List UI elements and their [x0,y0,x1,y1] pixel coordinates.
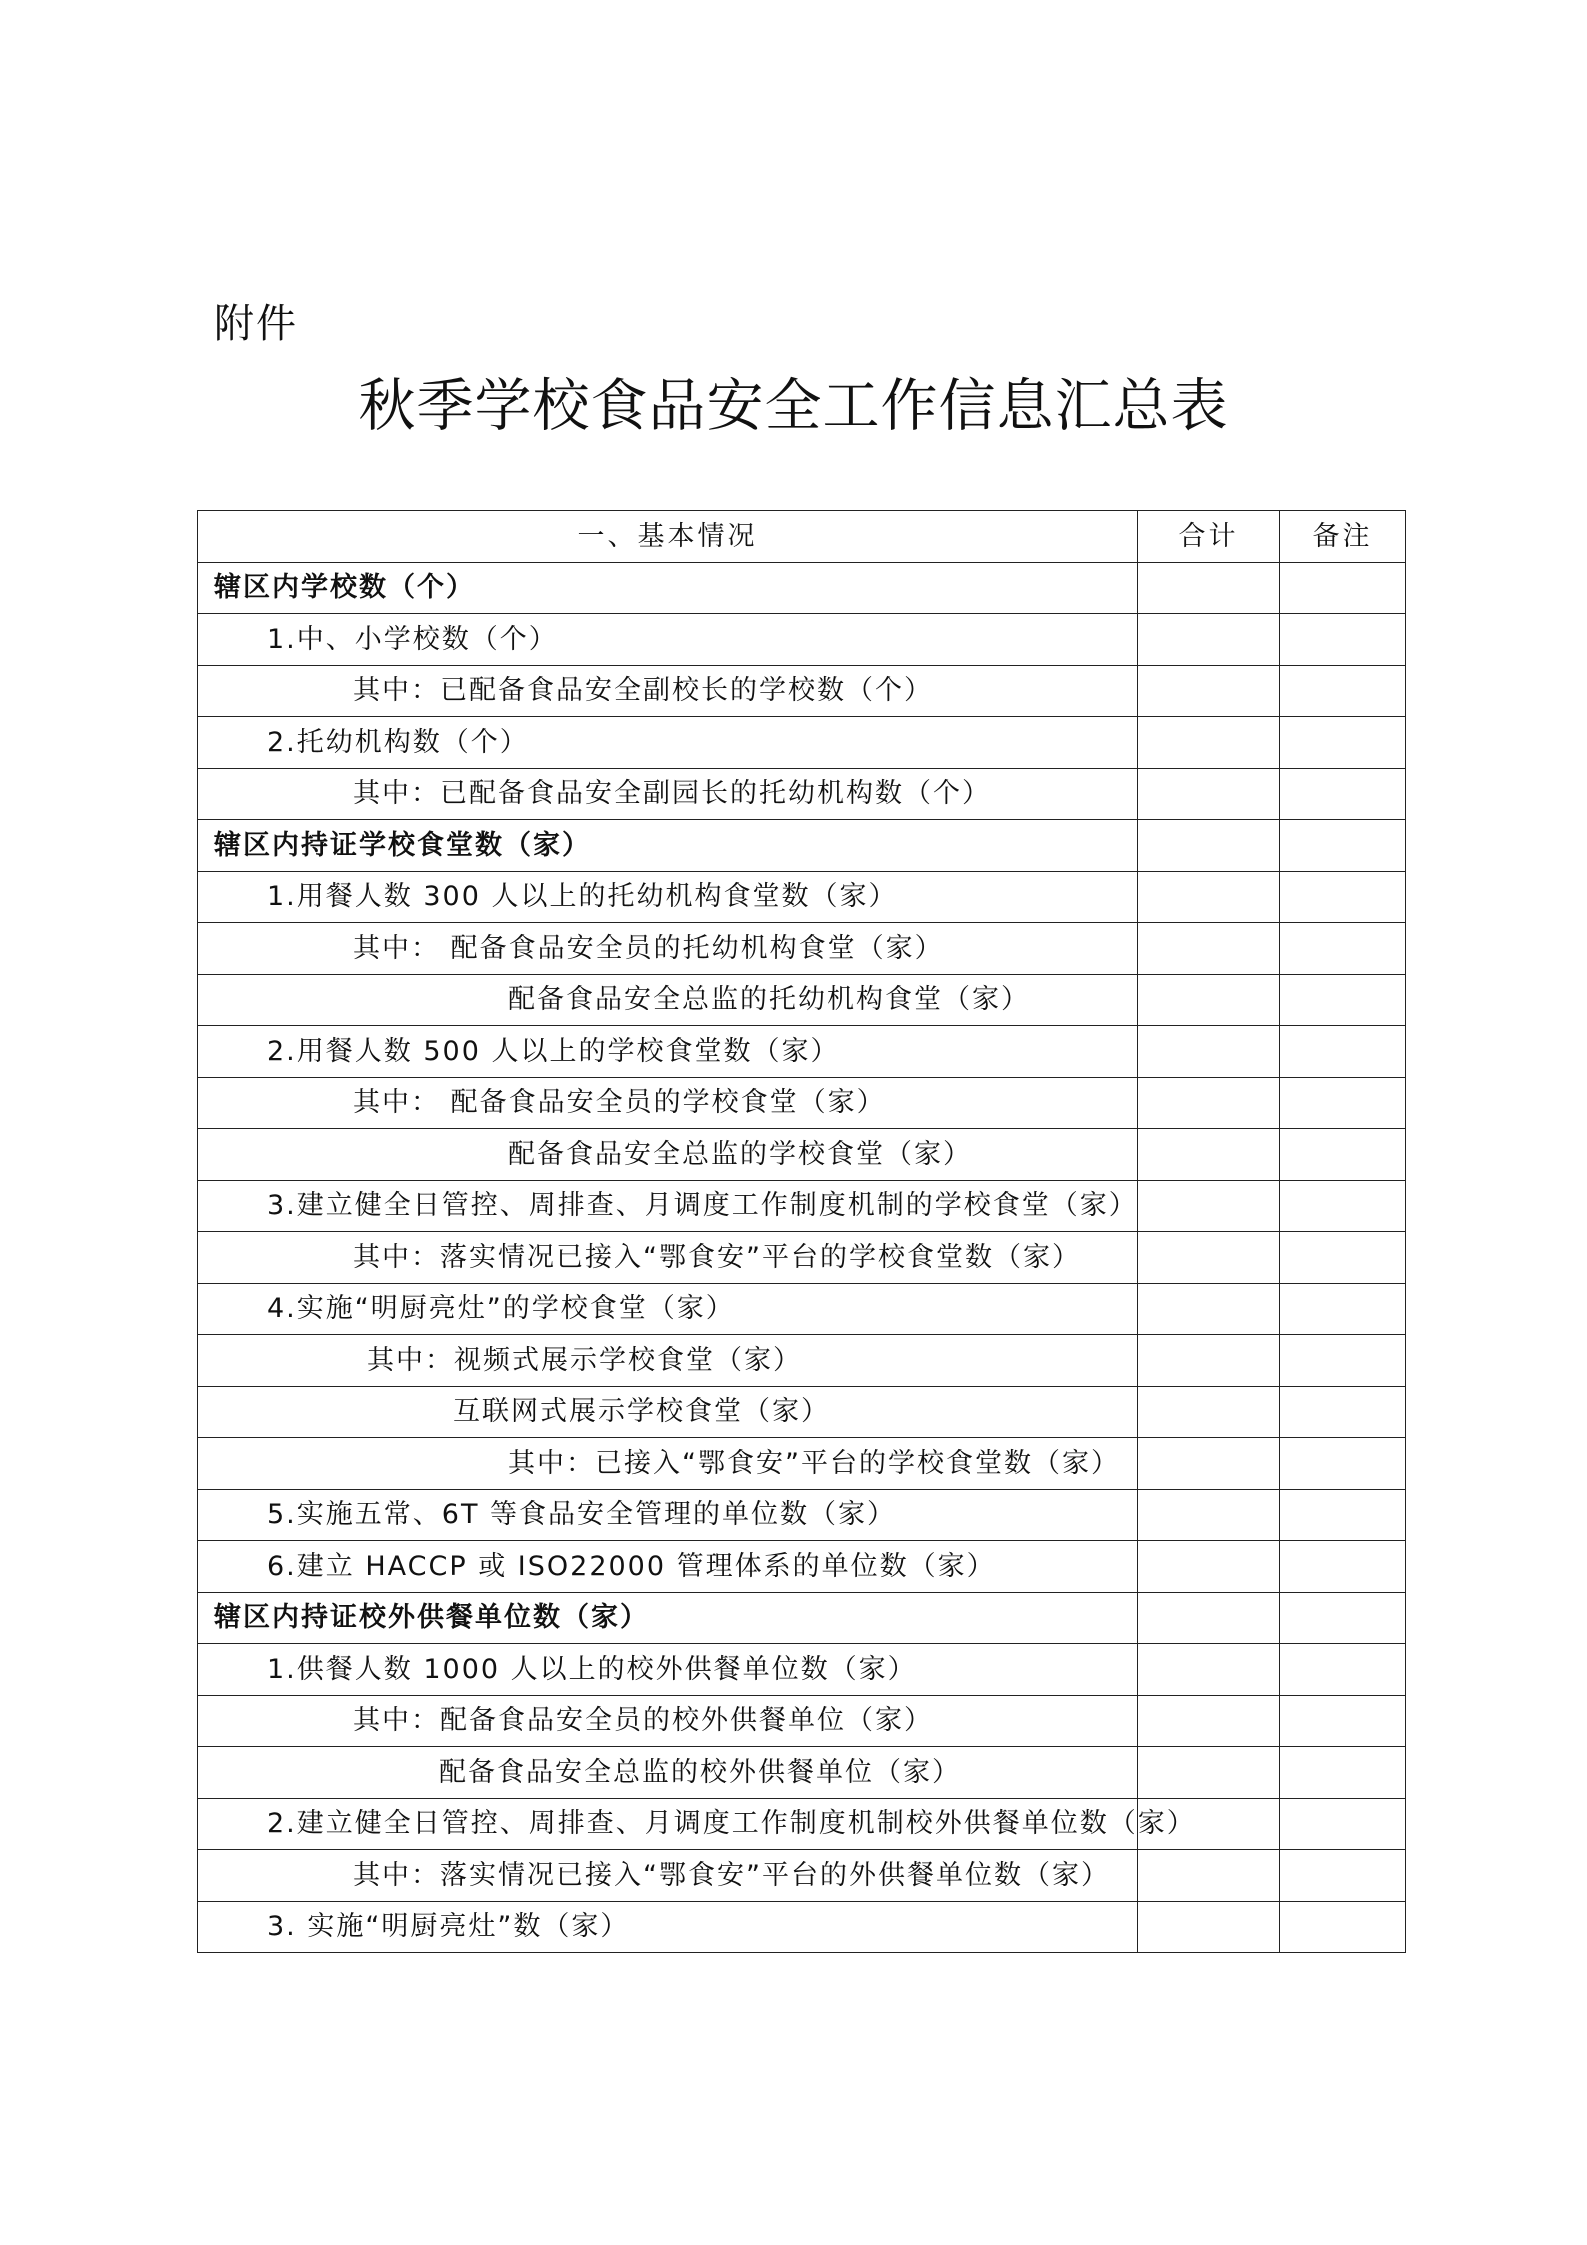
remarks-cell[interactable] [1280,1180,1406,1232]
row-item-label: 辖区内持证校外供餐单位数（家） [198,1592,1138,1644]
row-item-label: 配备食品安全总监的校外供餐单位（家） [198,1747,1138,1799]
total-cell[interactable] [1138,820,1280,872]
total-cell[interactable] [1138,1180,1280,1232]
remarks-cell[interactable] [1280,768,1406,820]
total-cell[interactable] [1138,614,1280,666]
table-row [198,1901,1406,1953]
row-item-label: 配备食品安全总监的托幼机构食堂（家） [198,974,1138,1026]
table-row [198,1077,1406,1129]
header-remarks: 备注 [1280,511,1406,563]
table-row [198,1592,1406,1644]
total-cell[interactable] [1138,665,1280,717]
total-cell[interactable] [1138,871,1280,923]
remarks-cell[interactable] [1280,1129,1406,1181]
remarks-cell[interactable] [1280,1438,1406,1490]
remarks-cell[interactable] [1280,871,1406,923]
table-row [198,1335,1406,1387]
total-cell[interactable] [1138,1850,1280,1902]
table-row [198,768,1406,820]
document-title: 秋季学校食品安全工作信息汇总表 [358,373,1229,439]
row-item-label: 其中： 配备食品安全员的学校食堂（家） [198,1077,1138,1129]
table-row [198,1644,1406,1696]
table-row [198,1283,1406,1335]
row-item-label: 其中：已接入“鄂食安”平台的学校食堂数（家） [198,1438,1138,1490]
table-row [198,1541,1406,1593]
header-row [198,511,1406,563]
row-item-label: 其中：已配备食品安全副园长的托幼机构数（个） [198,768,1138,820]
remarks-cell[interactable] [1280,614,1406,666]
row-item-label: 辖区内持证学校食堂数（家） [198,820,1138,872]
remarks-cell[interactable] [1280,1386,1406,1438]
total-cell[interactable] [1138,1026,1280,1078]
table-row [198,562,1406,614]
total-cell[interactable] [1138,1489,1280,1541]
table-row [198,1695,1406,1747]
remarks-cell[interactable] [1280,1695,1406,1747]
row-item-label: 3. 实施“明厨亮灶”数（家） [198,1901,1138,1953]
table-row [198,1850,1406,1902]
table-row [198,1386,1406,1438]
total-cell[interactable] [1138,1386,1280,1438]
total-cell[interactable] [1138,1283,1280,1335]
total-cell[interactable] [1138,1747,1280,1799]
remarks-cell[interactable] [1280,562,1406,614]
remarks-cell[interactable] [1280,665,1406,717]
remarks-cell[interactable] [1280,1077,1406,1129]
row-item-label: 2.建立健全日管控、周排查、月调度工作制度机制校外供餐单位数（家） [198,1798,1138,1850]
table-row [198,1438,1406,1490]
table-row [198,1129,1406,1181]
attachment-label: 附件 [214,301,298,347]
row-item-label: 其中：配备食品安全员的校外供餐单位（家） [198,1695,1138,1747]
table-row [198,923,1406,975]
total-cell[interactable] [1138,1232,1280,1284]
remarks-cell[interactable] [1280,1283,1406,1335]
table-row [198,1180,1406,1232]
total-cell[interactable] [1138,1695,1280,1747]
remarks-cell[interactable] [1280,820,1406,872]
table-row [198,974,1406,1026]
row-item-label: 2.用餐人数 500 人以上的学校食堂数（家） [198,1026,1138,1078]
row-item-label: 其中： 配备食品安全员的托幼机构食堂（家） [198,923,1138,975]
header-total: 合计 [1138,511,1280,563]
row-item-label: 配备食品安全总监的学校食堂（家） [198,1129,1138,1181]
row-item-label: 2.托幼机构数（个） [198,717,1138,769]
total-cell[interactable] [1138,1592,1280,1644]
remarks-cell[interactable] [1280,1232,1406,1284]
remarks-cell[interactable] [1280,923,1406,975]
row-item-label: 其中：落实情况已接入“鄂食安”平台的外供餐单位数（家） [198,1850,1138,1902]
row-item-label: 辖区内学校数（个） [198,562,1138,614]
remarks-cell[interactable] [1280,1850,1406,1902]
total-cell[interactable] [1138,1335,1280,1387]
total-cell[interactable] [1138,1644,1280,1696]
row-item-label: 6.建立 HACCP 或 ISO22000 管理体系的单位数（家） [198,1541,1138,1593]
total-cell[interactable] [1138,974,1280,1026]
total-cell[interactable] [1138,1901,1280,1953]
total-cell[interactable] [1138,923,1280,975]
total-cell[interactable] [1138,1077,1280,1129]
row-item-label: 其中：已配备食品安全副校长的学校数（个） [198,665,1138,717]
total-cell[interactable] [1138,1541,1280,1593]
total-cell[interactable] [1138,1438,1280,1490]
total-cell[interactable] [1138,768,1280,820]
header-basic-info: 一、基本情况 [198,511,1138,563]
row-item-label: 5.实施五常、6T 等食品安全管理的单位数（家） [198,1489,1138,1541]
remarks-cell[interactable] [1280,1541,1406,1593]
remarks-cell[interactable] [1280,1592,1406,1644]
total-cell[interactable] [1138,562,1280,614]
table-row [198,1232,1406,1284]
table-row [198,665,1406,717]
row-item-label: 1.中、小学校数（个） [198,614,1138,666]
row-item-label: 其中：落实情况已接入“鄂食安”平台的学校食堂数（家） [198,1232,1138,1284]
total-cell[interactable] [1138,1129,1280,1181]
remarks-cell[interactable] [1280,1026,1406,1078]
row-item-label: 互联网式展示学校食堂（家） [198,1386,1138,1438]
remarks-cell[interactable] [1280,717,1406,769]
row-item-label: 1.用餐人数 300 人以上的托幼机构食堂数（家） [198,871,1138,923]
total-cell[interactable] [1138,717,1280,769]
table-row [198,614,1406,666]
table-row [198,1798,1406,1850]
table-row [198,871,1406,923]
summary-table [197,510,1406,1953]
row-item-label: 4.实施“明厨亮灶”的学校食堂（家） [198,1283,1138,1335]
row-item-label: 3.建立健全日管控、周排查、月调度工作制度机制的学校食堂（家） [198,1180,1138,1232]
remarks-cell[interactable] [1280,974,1406,1026]
table-row [198,717,1406,769]
table-body [198,562,1406,1953]
remarks-cell[interactable] [1280,1798,1406,1850]
row-item-label: 其中：视频式展示学校食堂（家） [198,1335,1138,1387]
row-item-label: 1.供餐人数 1000 人以上的校外供餐单位数（家） [198,1644,1138,1696]
remarks-cell[interactable] [1280,1747,1406,1799]
remarks-cell[interactable] [1280,1335,1406,1387]
table-row [198,820,1406,872]
remarks-cell[interactable] [1280,1489,1406,1541]
remarks-cell[interactable] [1280,1644,1406,1696]
table-row [198,1489,1406,1541]
table-row [198,1747,1406,1799]
remarks-cell[interactable] [1280,1901,1406,1953]
table-row [198,1026,1406,1078]
